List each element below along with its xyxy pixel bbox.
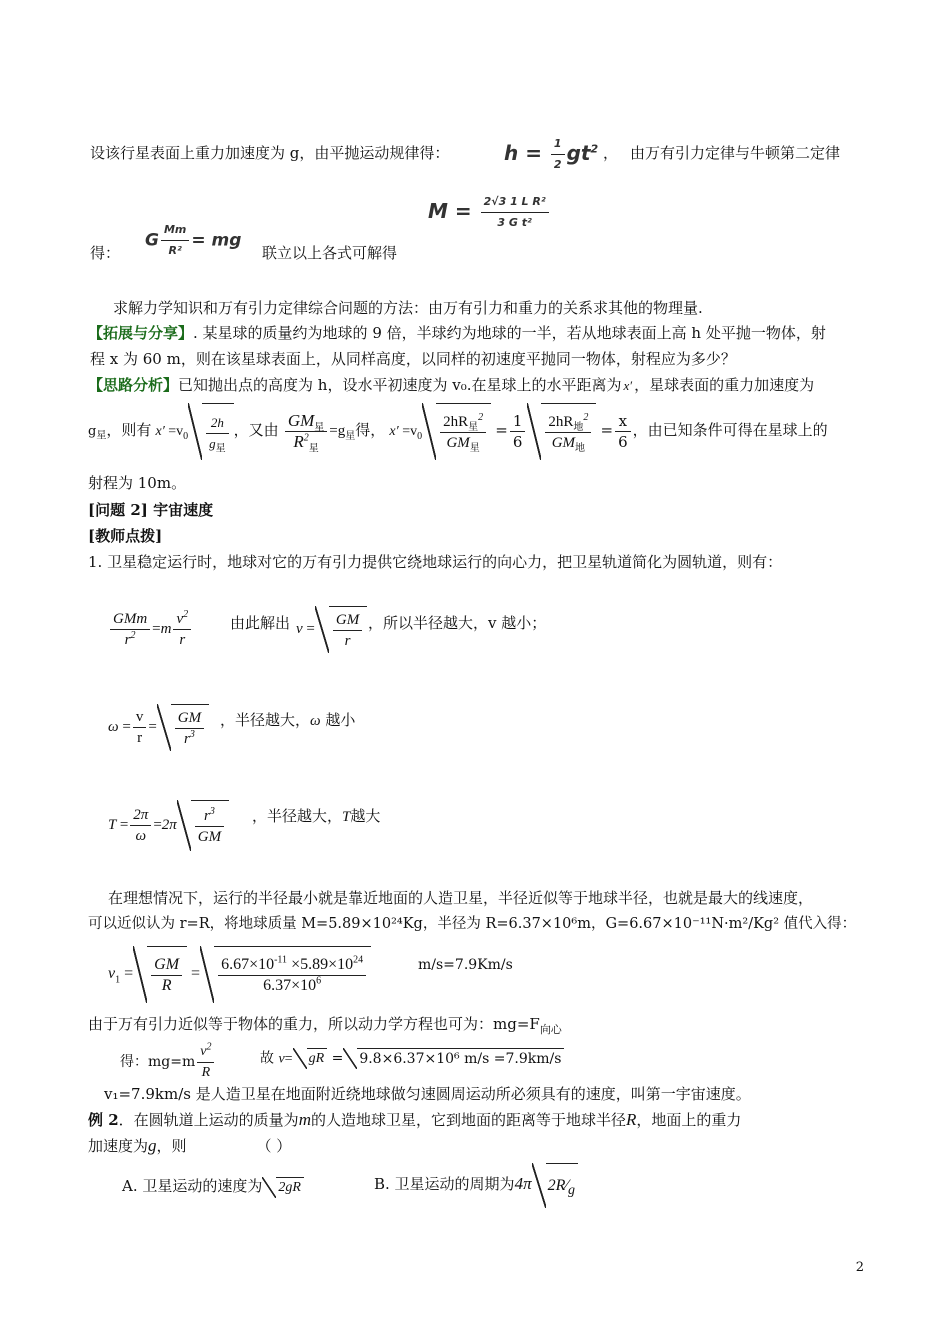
option-b: B. 卫星运动的周期为4π $2R⁄_g$ <box>374 1162 578 1208</box>
text-radius-larger: ，半径越大， <box>220 711 311 729</box>
formula-gmm-r2-mg: G $\frac{Mm}{\text{R²}}$ = mg <box>145 220 241 261</box>
text-v-result: 9.8×6.37×10⁶ m/s =7.9km/s <box>357 1048 564 1069</box>
option-a: A. 卫星运动的速度为 2gR <box>122 1176 304 1198</box>
text-ex2-3: ，地面上的重力 <box>636 1111 742 1129</box>
text-v1-result: m/s=7.9Km/s <box>418 957 513 973</box>
formula-v-sqrt: v = $\frac{GM}{r}$ <box>296 606 367 653</box>
heading-teacher: [教师点拨] <box>88 527 163 545</box>
text-ex2-1: ．在圆轨道上运动的质量为 <box>118 1111 299 1129</box>
text-gravity-eq: 由于万有引力近似等于物体的重力，所以动力学方程也可为：mg=F <box>88 1015 540 1033</box>
text-T-larger <box>252 806 380 827</box>
text-larger: 越大 <box>350 807 381 825</box>
tag-analysis: 【思路分析】 <box>88 376 179 394</box>
text-get: 得， <box>355 421 386 439</box>
sub-centripetal: 向心 <box>539 1023 562 1036</box>
formula-M-result: M = $\frac{\text{2√3 1 L R²}}{\text{3 G t²}}$ <box>428 192 551 233</box>
T-symbol: T <box>342 809 351 825</box>
formula-h-half-gt2: h = $\frac{1}{2}$ $gt^2$ <box>504 134 598 175</box>
line-planet-gravity <box>90 143 449 163</box>
page-number: 2 <box>855 1260 864 1275</box>
text-gu: 故 <box>260 1050 274 1067</box>
symbol-R: R <box>625 1110 637 1129</box>
comma: ， <box>603 144 619 162</box>
text-point-1: 1. 卫星稳定运行时，地球对它的万有引力提供它绕地球运行的向心力，把卫星轨道简化为圆轨道，则有： <box>88 553 783 571</box>
text-range-result: 射程为 10m。 <box>88 474 187 492</box>
text-ideal-2: 可以近似认为 r=R，将地球质量 M=5.89×10²⁴Kg，半径为 R=6.37×10⁶m，G=6.67×10⁻¹¹N·m²/Kg² 值代入得： <box>88 916 857 932</box>
line-gu-formula: 故 v= gR = 9.8×6.37×10⁶ m/s =7.9km/s <box>260 1048 564 1070</box>
text-expand-1: . 某星球的质量约为地球的 9 倍，半球约为地球的一半，若从地球表面上高 h 处平抛一物体，射 <box>193 324 826 342</box>
text-ex2-4: 加速度为 <box>88 1137 149 1155</box>
text-gravity-newton: 由万有引力定律与牛顿第二定律 <box>630 144 841 162</box>
omega-symbol: ω <box>310 713 321 729</box>
text-ex2-5: ，则 <box>156 1137 187 1155</box>
formula-velocity: $\frac{\text{GMm}}{r^2}$ =m $\frac{v^2}{r}$ <box>108 606 193 652</box>
symbol-g: g <box>148 1136 157 1155</box>
heading-question-2: [问题 2] 宇宙速度 <box>88 501 214 519</box>
line-de-formula: 得：mg=m $\frac{v^2}{R}$ <box>120 1040 216 1084</box>
text-then: ，则有 <box>106 421 152 439</box>
analysis-line: 【思路分析】已知抛出点的高度为 h，设水平初速度为 v₀.在星球上的水平距离为 x′ ，星球表面的重力加速度为 <box>88 376 815 394</box>
tag-expand: 【拓展与分享】 <box>88 324 194 342</box>
text-de-mg: 得：mg=m <box>120 1054 196 1070</box>
g-symbol: g <box>88 424 97 439</box>
answer-paren: （ ） <box>256 1137 292 1155</box>
example-2-line-1 <box>88 1110 741 1130</box>
text-analysis-2: ，星球表面的重力加速度为 <box>634 376 815 394</box>
text-planet-gravity: 设该行星表面上重力加速度为 g，由平抛运动规律得： <box>90 144 450 162</box>
text-option-a: A. 卫星运动的速度为 <box>122 1177 263 1195</box>
text-omega-smaller <box>220 710 355 731</box>
text-solve: 由此解出 <box>230 614 291 632</box>
text-also-from: ，又由 <box>233 421 279 439</box>
text-smaller: 越小 <box>320 711 356 729</box>
text-option-b: B. 卫星运动的周期为 <box>374 1175 515 1193</box>
text-ex2-2: 的人造地球卫星，它到地面的距离等于地球半径 <box>310 1111 626 1129</box>
text-gravity-approx <box>88 1014 562 1034</box>
text-combine: 联立以上各式可解得 <box>262 244 398 262</box>
text-radius-larger-2: ，半径越大， <box>252 807 343 825</box>
text-ideal-1: 在理想情况下，运行的半径最小就是靠近地面的人造卫星，半径近似等于地球半径，也就是最大的线速度， <box>108 889 814 907</box>
line-gstar: $g_星$，则有 $x' =v_0$ $\frac{2h}{g_星}$ ，又由 $\frac{GM_星}{R^2_星}$ $=g_星$得， $x' =v_0$ $\frac{2hR_星^2}{GM_星}$ = $\frac{1}{6}$ $\frac{2hR_地^2}{GM_地}$ = $\frac{x}{6}$ ，由已知条件可得在星球上的 <box>88 402 828 460</box>
text-first-cosmic: v₁=7.9km/s 是人造卫星在地面附近绕地球做匀速圆周运动所必须具有的速度，叫第一宇宙速度。 <box>104 1085 751 1103</box>
text-v-smaller: ，所以半径越大，v 越小； <box>368 614 547 632</box>
text-expand-2: 程 x 为 60 m，则在该星球表面上，从同样高度，以同样的初速度平抛同一物体，射程应为多少？ <box>90 350 736 368</box>
formula-v1: $v_1$ = $\frac{GM}{R}$ = $\frac{6.67\times 10^{-11} \times 5.89\times 10^{24}}{6.37\times 10^6}$ <box>108 946 371 1003</box>
tag-example-2: 例 2 <box>88 1111 119 1129</box>
text-method: 求解力学知识和万有引力定律综合问题的方法：由万有引力和重力的关系求其他的物理量. <box>113 299 703 317</box>
formula-period: T = $\frac{2\pi}{\omega}$ =2π $\frac{r^3}{GM}$ <box>108 800 229 851</box>
text-de: 得： <box>90 244 121 262</box>
text-analysis-1: 已知抛出点的高度为 h，设水平初速度为 v₀.在星球上的水平距离为 <box>178 376 622 394</box>
symbol-m: m <box>298 1110 311 1129</box>
formula-omega: ω = $\frac{v}{r}$ = $\frac{GM}{r^3}$ <box>108 704 209 751</box>
text-from-known: ，由已知条件可得在星球上的 <box>632 421 828 439</box>
star-sub: 星 <box>96 430 107 442</box>
expand-line-1 <box>88 323 826 343</box>
example-2-line-2 <box>88 1136 291 1156</box>
